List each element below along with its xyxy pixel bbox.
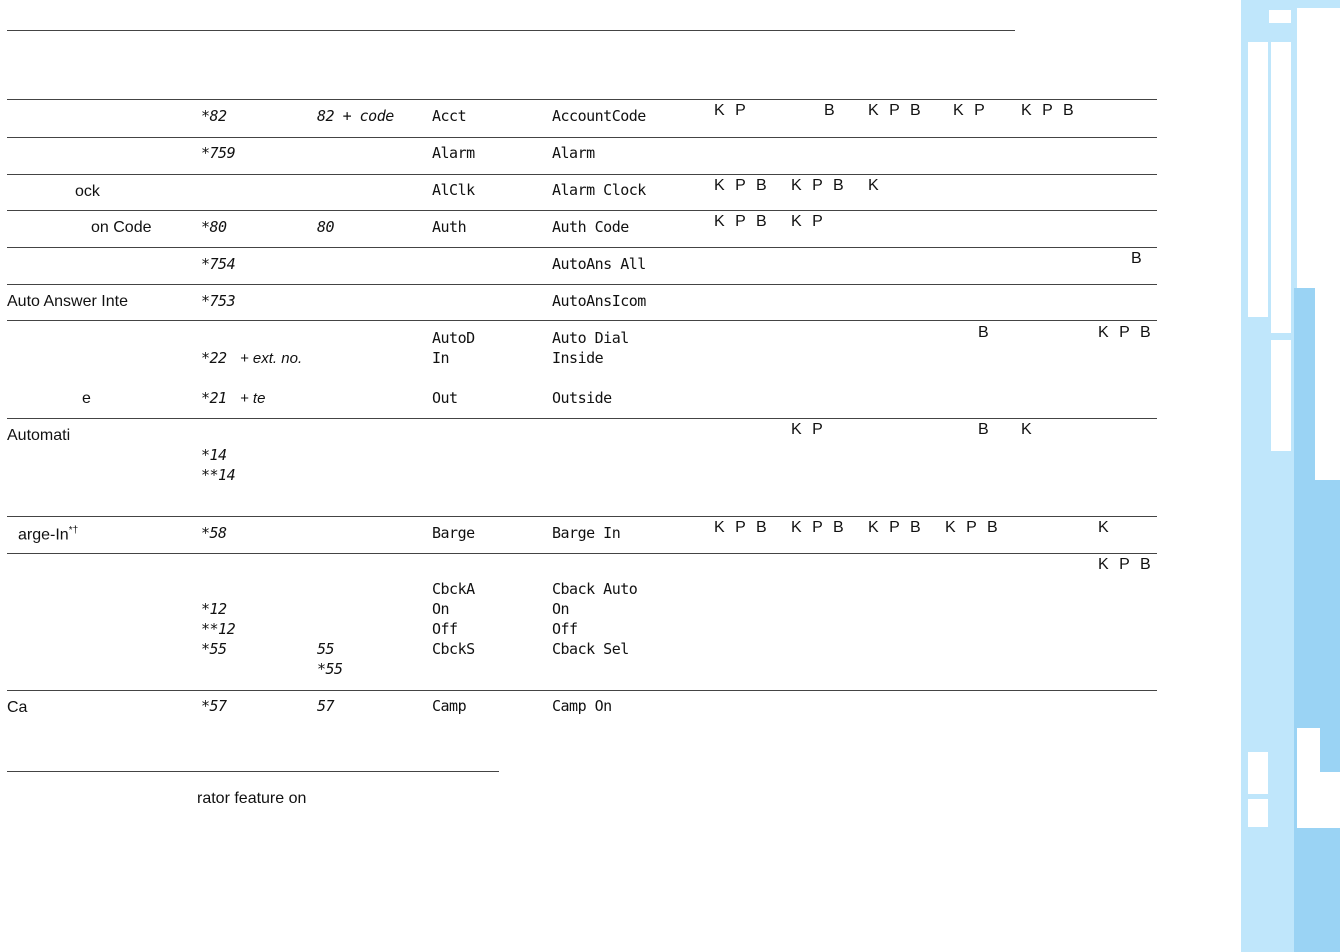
phone-support: K	[868, 177, 882, 194]
display-label: Inside	[552, 349, 604, 367]
feature-code: *759	[201, 144, 236, 162]
display-label: Barge In	[552, 524, 621, 542]
phone-support: K P B	[1021, 102, 1077, 119]
row-divider	[7, 284, 1157, 285]
display-label: Off	[552, 620, 578, 638]
phone-support: K P B	[868, 102, 924, 119]
tab-marker	[1271, 42, 1291, 333]
display-label: Cback Auto	[552, 580, 638, 598]
feature-code: *80	[201, 218, 227, 236]
row-divider	[7, 247, 1157, 248]
phone-support: K P	[791, 213, 826, 230]
display-abbreviation: CbckA	[432, 580, 475, 598]
phone-support: K P B	[791, 177, 847, 194]
feature-name: arge-In*†	[18, 525, 79, 544]
alt-code: 80	[317, 218, 335, 236]
footnote-rule	[7, 771, 499, 772]
alt-code: 82 + code	[317, 107, 394, 125]
feature-code: *753	[201, 292, 236, 310]
tab-marker	[1269, 10, 1291, 23]
display-label: On	[552, 600, 570, 618]
display-abbreviation: Off	[432, 620, 458, 638]
tab-marker	[1297, 8, 1340, 288]
feature-name: ock	[75, 183, 100, 200]
display-abbreviation: Barge	[432, 524, 475, 542]
feature-code: *14	[201, 446, 227, 464]
phone-support: K P B	[714, 213, 770, 230]
display-abbreviation: Alarm	[432, 144, 475, 162]
display-label: AutoAns All	[552, 255, 646, 273]
footnote-marker: *†	[68, 525, 79, 536]
phone-support: K P B	[868, 519, 924, 536]
feature-code: *21	[201, 389, 227, 407]
side-tab-strip	[1241, 0, 1340, 952]
alt-code: *55	[317, 660, 343, 678]
display-label: Alarm Clock	[552, 181, 646, 199]
phone-support: K P	[953, 102, 988, 119]
phone-support: K P B	[945, 519, 1001, 536]
display-abbreviation: On	[432, 600, 450, 618]
tab-marker	[1248, 799, 1268, 827]
phone-support: K P B	[791, 519, 847, 536]
display-abbreviation: Out	[432, 389, 458, 407]
feature-code: *55	[201, 640, 227, 658]
display-label: Alarm	[552, 144, 595, 162]
alt-code: 55	[317, 640, 335, 658]
phone-support: K P B	[1098, 556, 1154, 573]
feature-code: *82	[201, 107, 227, 125]
row-divider	[7, 174, 1157, 175]
display-abbreviation: AlClk	[432, 181, 475, 199]
display-abbreviation: AutoD	[432, 329, 475, 347]
phone-support: B	[1131, 250, 1145, 267]
display-abbreviation: Auth	[432, 218, 467, 236]
phone-support: K	[1098, 519, 1112, 536]
display-abbreviation: Camp	[432, 697, 467, 715]
feature-name: Ca	[7, 699, 28, 716]
phone-support: K P B	[1098, 324, 1154, 341]
feature-code: **12	[201, 620, 236, 638]
display-abbreviation: In	[432, 349, 450, 367]
feature-name: e	[82, 390, 91, 407]
tab-marker	[1271, 340, 1291, 451]
alt-code: 57	[317, 697, 335, 715]
display-label: Camp On	[552, 697, 612, 715]
feature-name: Auto Answer Inte	[7, 293, 128, 310]
phone-support: B	[978, 324, 992, 341]
row-divider	[7, 553, 1157, 554]
display-abbreviation: Acct	[432, 107, 467, 125]
phone-support: K P	[791, 421, 826, 438]
feature-code: *58	[201, 524, 227, 542]
display-label: Cback Sel	[552, 640, 629, 658]
header-rule	[7, 30, 1015, 31]
display-label: AutoAnsIcom	[552, 292, 646, 310]
feature-code: *12	[201, 600, 227, 618]
phone-support: K P B	[714, 519, 770, 536]
feature-name: on Code	[91, 219, 152, 236]
code-suffix: + ext. no.	[240, 350, 303, 367]
feature-name: Automati	[7, 427, 71, 444]
row-divider	[7, 320, 1157, 321]
phone-support: K P	[714, 102, 749, 119]
row-divider	[7, 418, 1157, 419]
display-label: Auth Code	[552, 218, 629, 236]
row-divider	[7, 690, 1157, 691]
tab-marker	[1248, 42, 1268, 317]
display-label: AccountCode	[552, 107, 646, 125]
display-abbreviation: CbckS	[432, 640, 475, 658]
phone-support: B	[978, 421, 992, 438]
tab-marker	[1248, 752, 1268, 794]
display-label: Outside	[552, 389, 612, 407]
table-top-rule	[7, 99, 1157, 100]
row-divider	[7, 210, 1157, 211]
code-suffix: + te	[240, 390, 266, 407]
feature-code: *57	[201, 697, 227, 715]
row-divider	[7, 516, 1157, 517]
tab-marker	[1315, 288, 1340, 480]
phone-support: K	[1021, 421, 1035, 438]
display-label: Auto Dial	[552, 329, 629, 347]
feature-code: **14	[201, 466, 236, 484]
feature-code: *22	[201, 349, 227, 367]
feature-code: *754	[201, 255, 236, 273]
tab-marker	[1297, 772, 1340, 828]
phone-support: B	[824, 102, 838, 119]
row-divider	[7, 137, 1157, 138]
footnote-text: rator feature on	[197, 790, 307, 807]
phone-support: K P B	[714, 177, 770, 194]
